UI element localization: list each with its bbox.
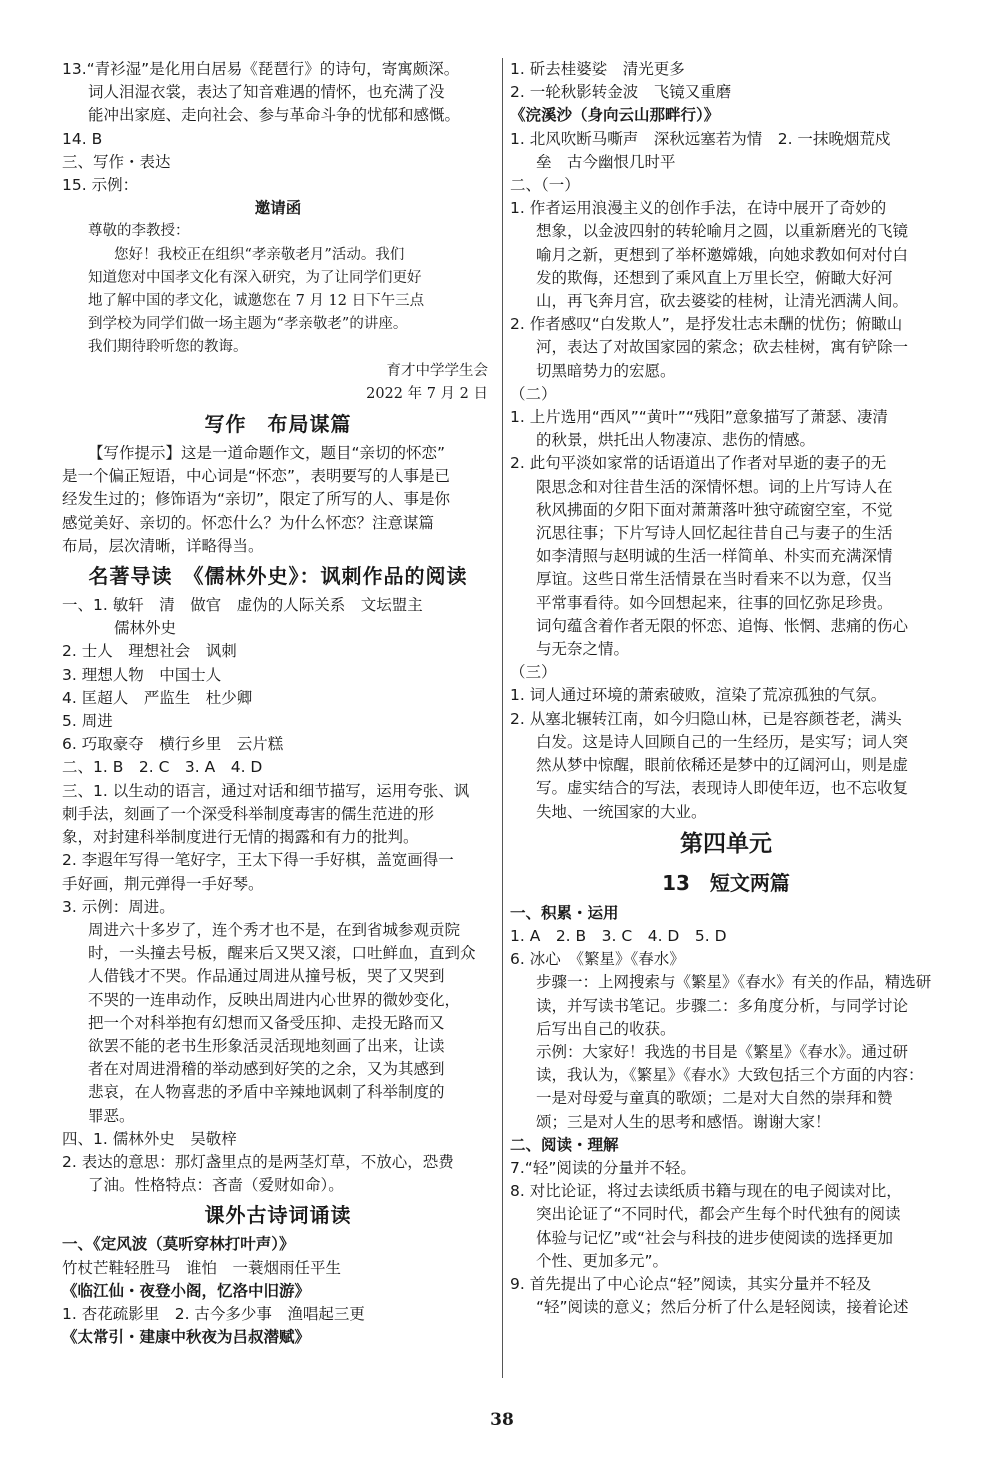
text-line: 写。虚实结合的写法，表现诗人即使年迈，也不忘收复 (536, 779, 909, 798)
text-line: 山，再飞奔月宫，砍去婆娑的桂树，让清光洒满人间。 (536, 292, 909, 311)
text-line: 白发。这是诗人回顾自己的一生经历，是实写；词人突 (536, 732, 909, 751)
text-line: 的秋景，烘托出人物凄凉、悲伤的情感。 (536, 431, 816, 450)
text-line: 垒 古今幽恨几时平 (536, 152, 676, 171)
text-line: 步骤一：上网搜索与《繁星》《春水》有关的作品，精选研 (536, 973, 932, 992)
text-line: 示例：大家好！我选的书目是《繁星》《春水》。通过研 (536, 1042, 909, 1061)
text-line: 失地、一统国家的大业。 (536, 802, 707, 821)
text-line: 悲哀，在人物喜悲的矛盾中辛辣地讽刺了科举制度的 (88, 1083, 445, 1102)
text-line: 是一个偏正短语，中心词是“怀恋”，表明要写的人事是已 (62, 467, 451, 486)
text-line: 14. B (62, 129, 103, 148)
text-line: 13.“青衫湿”是化用白居易《琵琶行》的诗句，寄寓颇深。 (62, 60, 460, 78)
text-line: 1. A 2. B 3. C 4. D 5. D (510, 926, 727, 945)
text-line: 突出论证了“不同时代，都会产生每个时代独有的阅读 (536, 1205, 901, 1224)
text-line: 1. 杏花疏影里 2. 古今多少事 渔唱起三更 (62, 1304, 365, 1323)
text-line: 二、1. B 2. C 3. A 4. D (62, 758, 263, 777)
text-line: 9. 首先提出了中心论点“轻”阅读，其实分量并不轻及 (510, 1274, 872, 1293)
text-line: 我们期待聆听您的教诲。 (88, 339, 248, 356)
text-line: 2. 此句平淡如家常的话语道出了作者对早逝的妻子的无 (510, 454, 887, 473)
text-line: 2. 一轮秋影转金波 飞镜又重磨 (510, 83, 732, 102)
text-line: 了油。性格特点：吝啬（爱财如命）。 (88, 1176, 344, 1195)
text-line: 邀请函 (254, 199, 302, 218)
text-line: 3. 示例：周进。 (62, 897, 175, 916)
left-column (62, 58, 494, 1349)
text-line: 知道您对中国孝文化有深入研究，为了让同学们更好 (88, 269, 422, 286)
text-line: 15. 示例： (62, 176, 139, 195)
text-line: 一、《定风波（莫听穿林打叶声）》 (62, 1235, 295, 1254)
text-line: 不哭的一连串动作，反映出周进内心世界的微妙变化， (88, 990, 461, 1009)
text-line: 时，一头撞去号板，醒来后又哭又滚，口吐鲜血，直到众 (88, 944, 476, 963)
text-line: 尊敬的李教授： (88, 223, 190, 240)
text-line: 1. 斫去桂婆娑 清光更多 (510, 60, 685, 78)
text-line: 2. 李遐年写得一笔好字，王太下得一手好棋，盖宽画得一 (62, 851, 454, 870)
text-line: 河，表达了对故国家园的萦念；砍去桂树，寓有铲除一 (536, 338, 909, 357)
text-line: 1. 上片选用“西风”“黄叶”“残阳”意象描写了萧瑟、凄清 (510, 408, 888, 427)
text-line: 限思念和对往昔生活的深情怀想。词的上片写诗人在 (536, 477, 893, 496)
text-line: 体验与记忆”或“社会与科技的进步使阅读的选择更加 (536, 1228, 894, 1247)
text-line: 13 短文两篇 (662, 870, 790, 895)
text-line: 想象，以金波四射的转轮喻月之圆，以重新磨光的飞镜 (536, 222, 909, 241)
text-line: 到学校为同学们做一场主题为“孝亲敬老”的讲座。 (88, 316, 408, 333)
text-line: “轻”阅读的意义；然后分析了什么是轻阅读，接着论述 (536, 1298, 909, 1317)
text-line: 4. 匡超人 严监生 杜少卿 (62, 688, 253, 707)
text-line: 四、1. 儒林外史 吴敬梓 (62, 1129, 237, 1148)
text-line: 儒林外史 (114, 619, 177, 638)
text-line: 您好！我校正在组织“孝亲敬老月”活动。我们 (114, 246, 405, 263)
text-line: 喻月之新，更想到了举杯邀嫦娥，向她求教如何对付白 (536, 245, 909, 264)
text-line: 1. 北风吹断马嘶声 深秋远塞若为情 2. 一抹晚烟荒戍 (510, 129, 891, 148)
text-line: 2. 士人 理想社会 讽刺 (62, 642, 237, 661)
text-line: 欲罢不能的老书生形象活灵活现地刻画了出来，让读 (88, 1036, 445, 1055)
text-line: 布局，层次清晰，详略得当。 (62, 536, 264, 555)
text-line: 读，并写读书笔记。步骤二：多角度分析，与同学讨论 (536, 996, 909, 1015)
column-divider (502, 58, 503, 1378)
text-line: 能冲出家庭、走向社会、参与革命斗争的忧郁和感慨。 (88, 106, 461, 125)
text-line: 三、写作・表达 (62, 152, 171, 171)
text-line: 颂；三是对人生的思考和感悟。谢谢大家！ (536, 1112, 831, 1131)
text-line: 者在对周进滑稽的举动感到好笑的之余，又为其感到 (88, 1060, 445, 1079)
text-line: 1. 作者运用浪漫主义的创作手法，在诗中展开了奇妙的 (510, 199, 887, 218)
text-line: 7.“轻”阅读的分量并不轻。 (510, 1158, 696, 1177)
text-line: 竹杖芒鞋轻胜马 谁怕 一蓑烟雨任平生 (62, 1258, 342, 1277)
text-line: 6. 巧取豪夺 横行乡里 云片糕 (62, 735, 284, 754)
text-line: 6. 冰心 《繁星》《春水》 (510, 950, 685, 969)
text-line: 秋风拂面的夕阳下面对萧萧落叶独守疏窗空室，不觉 (536, 500, 893, 519)
text-line: 手好画，荆元弹得一手好琴。 (62, 874, 264, 893)
text-line: 发的欺侮，还想到了乘风直上万里长空，俯瞰大好河 (536, 268, 893, 287)
text-line: 二、（一） (510, 176, 580, 195)
text-line: 一、积累・运用 (510, 903, 619, 922)
text-line: 三、1. 以生动的语言，通过对话和细节描写，运用夸张、讽 (62, 781, 470, 800)
text-line: 词句蕴含着作者无限的怀恋、追悔、怅惘、悲痛的伤心 (536, 616, 909, 635)
text-line: 《临江仙・夜登小阁，忆洛中旧游》 (62, 1281, 311, 1300)
text-line: 二、阅读・理解 (510, 1135, 619, 1154)
text-line: 个性、更加多元”。 (536, 1251, 669, 1270)
text-line: 1. 词人通过环境的萧索破败，渲染了荒凉孤独的气氛。 (510, 686, 887, 705)
text-line: 课外古诗词诵读 (204, 1203, 352, 1228)
text-line: 象，对封建科举制度进行无情的揭露和有力的批判。 (62, 828, 419, 847)
text-line: 一、1. 敏轩 清 做官 虚伪的人际关系 文坛盟主 (62, 596, 423, 615)
text-line: 2. 从塞北辗转江南，如今归隐山林，已是容颜苍老，满头 (510, 709, 902, 728)
text-line: 3. 理想人物 中国士人 (62, 665, 222, 684)
text-line: （二） (510, 384, 557, 403)
text-line: 经发生过的；修饰语为“亲切”，限定了所写的人、事是你 (62, 490, 451, 509)
text-line: 周进六十多岁了，连个秀才也不是，在到省城参观贡院 (88, 920, 461, 939)
text-line: 第四单元 (680, 830, 772, 857)
text-line: 地了解中国的孝文化，诚邀您在 7 月 12 日下午三点 (88, 293, 425, 310)
text-line: 5. 周进 (62, 712, 113, 731)
text-line: 厚谊。这些日常生活情景在当时看来不以为意，仅当 (536, 570, 893, 589)
text-line: 2. 作者感叹“白发欺人”，是抒发壮志未酬的忧伤；俯瞰山 (510, 315, 903, 334)
text-line: 刺手法，刻画了一个深受科举制度毒害的儒生范进的形 (62, 804, 435, 823)
text-line: 2. 表达的意思：那灯盏里点的是两茎灯草，不放心，恐费 (62, 1152, 454, 1171)
text-line: 【写作提示】这是一道命题作文，题目“亲切的怀恋” (88, 444, 446, 463)
text-line: 词人泪湿衣裳，表达了知音难遇的情怀，也充满了没 (88, 83, 445, 102)
right-column (510, 58, 942, 1319)
text-line: 切黑暗势力的宏愿。 (536, 361, 676, 380)
page-number: 38 (490, 1410, 514, 1430)
text-line: 平常事看待。如今回想起来，往事的回忆弥足珍贵。 (536, 593, 893, 612)
text-line: 如李清照与赵明诚的生活一样简单、朴实而充满深情 (536, 547, 893, 566)
text-line: 写作 布局谋篇 (204, 412, 352, 437)
text-line: 2022 年 7 月 2 日 (366, 385, 488, 402)
text-line: 《浣溪沙（身向云山那畔行）》 (510, 106, 720, 125)
text-line: 把一个对科举抱有幻想而又备受压抑、走投无路而又 (88, 1013, 445, 1032)
text-line: 感觉美好、亲切的。怀恋什么？为什么怀恋？注意谋篇 (62, 513, 435, 532)
text-line: 8. 对比论证，将过去读纸质书籍与现在的电子阅读对比， (510, 1182, 902, 1201)
text-line: 育才中学学生会 (386, 362, 488, 379)
text-line: 人借钱才不哭。作品通过周进从撞号板，哭了又哭到 (88, 967, 445, 986)
text-line: 读，我认为，《繁星》《春水》大致包括三个方面的内容： (536, 1066, 924, 1085)
text-line: 罪恶。 (88, 1106, 135, 1125)
text-line: 后写出自己的收获。 (536, 1019, 676, 1038)
text-line: 然从梦中惊醒，眼前依稀还是梦中的辽阔河山，则是虚 (536, 756, 909, 775)
text-line: 一是对母爱与童真的歌颂；二是对大自然的崇拜和赞 (536, 1089, 893, 1108)
text-line: 名著导读 《儒林外史》：讽刺作品的阅读 (88, 564, 468, 589)
text-line: 与无奈之情。 (536, 640, 630, 659)
text-line: 《太常引・建康中秋夜为吕叔潜赋》 (62, 1328, 311, 1347)
text-line: （三） (510, 663, 557, 682)
text-line: 沉思往事；下片写诗人回忆起往昔自己与妻子的生活 (536, 524, 893, 543)
